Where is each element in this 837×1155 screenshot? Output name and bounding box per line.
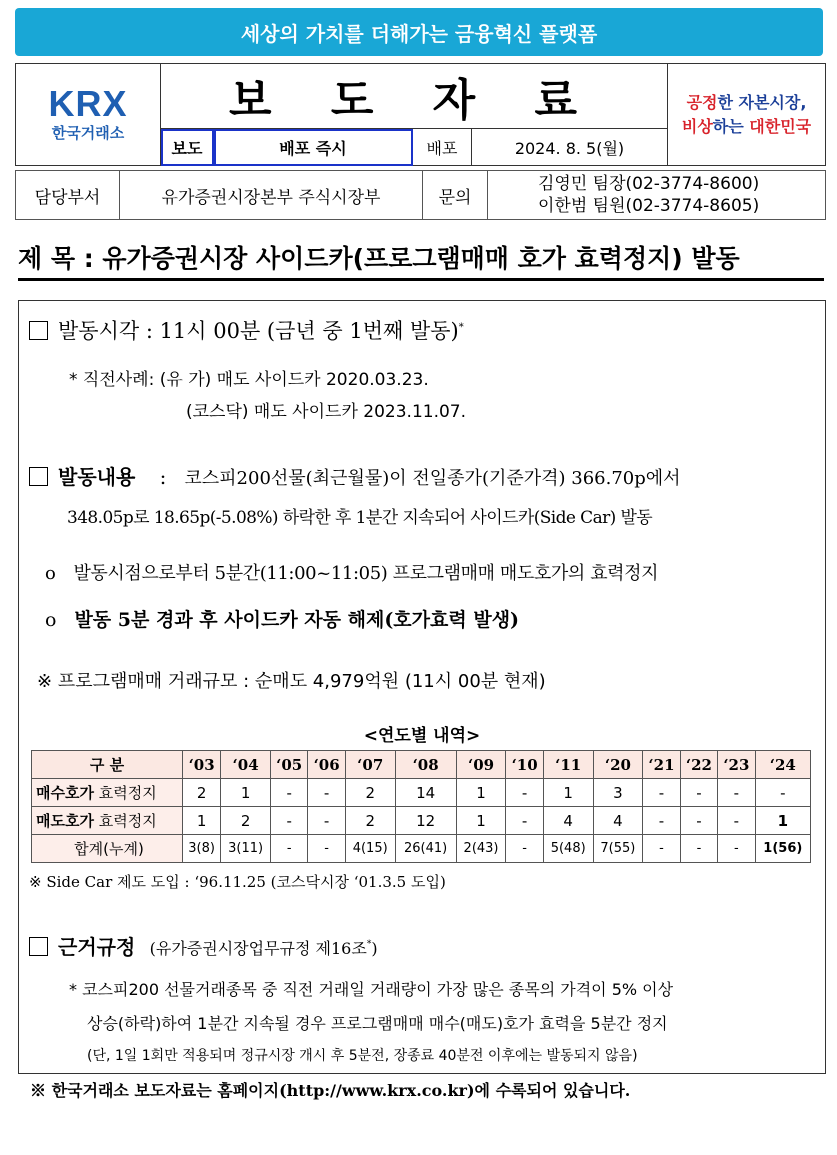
table-cell: -: [643, 807, 680, 835]
table-cell: -: [643, 779, 680, 807]
rule-line-2: 상승(하락)하여 1분간 지속될 경우 프로그램매매 매수(매도)호가 효력을 5분간 정지: [87, 1014, 668, 1033]
table-cell: -: [718, 779, 755, 807]
inquiry-label: 문의: [423, 171, 488, 220]
slogan-word: 대한민국: [749, 116, 812, 136]
program-trade-note: ※ 프로그램매매 거래규모 : 순매도 4,979억원 (11시 00분 현재): [37, 671, 546, 692]
table-cell: 1(56): [755, 835, 810, 863]
table-row: [32, 835, 811, 863]
section-3-heading: [29, 931, 378, 960]
dept-label: 담당부서: [16, 171, 120, 220]
year-header: ‘04: [221, 751, 271, 779]
table-cell: -: [270, 807, 307, 835]
year-header: ‘21: [643, 751, 680, 779]
row-label-bold: 매수호가: [36, 784, 94, 802]
heading-text: 발동시각 : 11시 00분 (금년 중 1번째 발동): [58, 319, 459, 343]
table-cell: 3(11): [221, 835, 271, 863]
year-header: ‘06: [308, 751, 345, 779]
subject-title: 제 목 : 유가증권시장 사이드카(프로그램매매 호가 효력정지) 발동: [18, 240, 824, 281]
prev-case-line-1: [69, 365, 429, 390]
rule-line-1: * 코스피200 선물거래종목 중 직전 거래일 거래량이 가장 많은 종목의 가격이 5% 이상: [69, 980, 674, 999]
table-cell: -: [680, 779, 717, 807]
bullet-mark: o: [45, 563, 56, 584]
document-title: 보 도 자 료: [161, 64, 668, 129]
table-cell: -: [643, 835, 680, 863]
content-line-2: 348.05p로 18.65p(-5.08%) 하락한 후 1분간 지속되어 사이드카(Side Car) 발동: [67, 508, 653, 528]
prev-case-label: * 직전사례:: [69, 370, 155, 390]
logo-mark: KRX: [48, 83, 128, 124]
table-cell: 3: [593, 779, 643, 807]
row-label: [32, 807, 183, 835]
release-label: 보도: [161, 129, 214, 166]
table-note: ※ Side Car 제도 도입 : ‘96.11.25 (코스닥시장 ‘01.3.5 도입): [29, 873, 446, 891]
prev-case-line-2: (코스닥) 매도 사이드카 2023.11.07.: [186, 402, 467, 422]
bullet-2: [45, 605, 519, 632]
year-header: ‘20: [593, 751, 643, 779]
table-cell: -: [308, 807, 345, 835]
table-cell: -: [755, 779, 810, 807]
bullet-text: 발동 5분 경과 후 사이드카 자동 해제(호가효력 발생): [74, 609, 520, 631]
table-cell: 4: [543, 807, 593, 835]
table-cell: -: [270, 835, 307, 863]
year-header: ‘10: [506, 751, 543, 779]
header-table: [15, 63, 826, 166]
release-value: 배포 즉시: [214, 129, 413, 166]
section-1-heading: [29, 315, 464, 345]
table-cell: 2: [183, 779, 221, 807]
footnote-mark: *: [366, 939, 372, 950]
table-cell: -: [270, 779, 307, 807]
main-content: [18, 300, 826, 1074]
table-cell: 12: [395, 807, 456, 835]
table-corner: 구 분: [32, 751, 183, 779]
year-header: ‘22: [680, 751, 717, 779]
table-cell: 2(43): [456, 835, 506, 863]
table-cell: 2: [345, 807, 395, 835]
table-cell: -: [308, 835, 345, 863]
contact-2: 이한범 팀원(02-3774-8605): [538, 196, 760, 216]
checkbox-icon: [29, 937, 48, 956]
table-cell: 5(48): [543, 835, 593, 863]
table-cell: 1: [543, 779, 593, 807]
heading-text: 발동내용: [58, 465, 136, 489]
table-cell: -: [718, 835, 755, 863]
department-table: [15, 170, 826, 220]
table-cell: 4: [593, 807, 643, 835]
yearly-table: [31, 750, 811, 863]
top-banner: 세상의 가치를 더해가는 금융혁신 플랫폼: [15, 8, 823, 56]
logo-name: 한국거래소: [51, 124, 125, 142]
table-cell: 3(8): [183, 835, 221, 863]
row-label-bold: 매도호가: [36, 812, 94, 830]
table-cell: -: [308, 779, 345, 807]
row-label: [32, 835, 183, 863]
table-cell: 1: [183, 807, 221, 835]
distribution-label: 배포: [413, 129, 472, 166]
table-cell: 14: [395, 779, 456, 807]
table-cell: -: [718, 807, 755, 835]
bullet-1: [45, 559, 658, 585]
prev-case-1: (유 가) 매도 사이드카 2020.03.23.: [159, 370, 429, 390]
year-header: ‘24: [755, 751, 810, 779]
year-header: ‘03: [183, 751, 221, 779]
table-cell: 1: [456, 779, 506, 807]
row-label-text: 효력정지: [93, 784, 157, 802]
table-cell: 2: [345, 779, 395, 807]
footnote-mark: *: [458, 322, 464, 333]
table-cell: -: [506, 807, 543, 835]
table-cell: -: [506, 779, 543, 807]
table-cell: 7(55): [593, 835, 643, 863]
release-date: 2024. 8. 5(월): [472, 129, 668, 166]
year-header: ‘08: [395, 751, 456, 779]
checkbox-icon: [29, 321, 48, 340]
table-cell: -: [680, 807, 717, 835]
footer-note: ※ 한국거래소 보도자료는 홈페이지(http://www.krx.co.kr)에 수록되어 있습니다.: [30, 1081, 631, 1100]
colon: :: [159, 465, 167, 489]
checkbox-icon: [29, 467, 48, 486]
table-row: [32, 779, 811, 807]
table-cell: -: [506, 835, 543, 863]
table-cell: 26(41): [395, 835, 456, 863]
slogan: [668, 64, 826, 166]
slogan-word: 비상: [681, 116, 713, 136]
content-line-1: 코스피200선물(최근월물)이 전일종가(기준가격) 366.70p에서: [184, 468, 681, 489]
reference-text: (유가증권시장업무규정 제16조: [149, 939, 367, 958]
reference-end: ): [371, 939, 378, 958]
table-caption: <연도별 내역>: [363, 726, 481, 746]
row-label-text: 합계(누계): [74, 840, 144, 858]
heading-text: 근거규정: [58, 935, 136, 959]
row-label: [32, 779, 183, 807]
dept-value: 유가증권시장본부 주식시장부: [120, 171, 423, 220]
bullet-mark: o: [45, 609, 57, 631]
slogan-word: 하는: [712, 116, 750, 136]
slogan-word: 공정: [686, 92, 718, 112]
table-row: [32, 807, 811, 835]
table-cell: 2: [221, 807, 271, 835]
table-cell: 1: [755, 807, 810, 835]
krx-logo: [16, 64, 161, 166]
year-header: ‘05: [270, 751, 307, 779]
section-2-heading: [29, 461, 681, 490]
year-header: ‘09: [456, 751, 506, 779]
bullet-text: 발동시점으로부터 5분간(11:00~11:05) 프로그램매매 매도호가의 효력정지: [73, 563, 659, 584]
row-label-text: 효력정지: [93, 812, 157, 830]
contact-1: 김영민 팀장(02-3774-8600): [538, 174, 760, 194]
contacts: [488, 171, 826, 220]
slogan-word: 한 자본시장,: [717, 92, 807, 112]
table-cell: -: [680, 835, 717, 863]
year-header: ‘23: [718, 751, 755, 779]
rule-line-3: (단, 1일 1회만 적용되며 정규시장 개시 후 5분전, 장종료 40분전 이후에는 발동되지 않음): [87, 1048, 638, 1064]
table-cell: 4(15): [345, 835, 395, 863]
table-cell: 1: [456, 807, 506, 835]
year-header: ‘11: [543, 751, 593, 779]
table-cell: 1: [221, 779, 271, 807]
year-header: ‘07: [345, 751, 395, 779]
